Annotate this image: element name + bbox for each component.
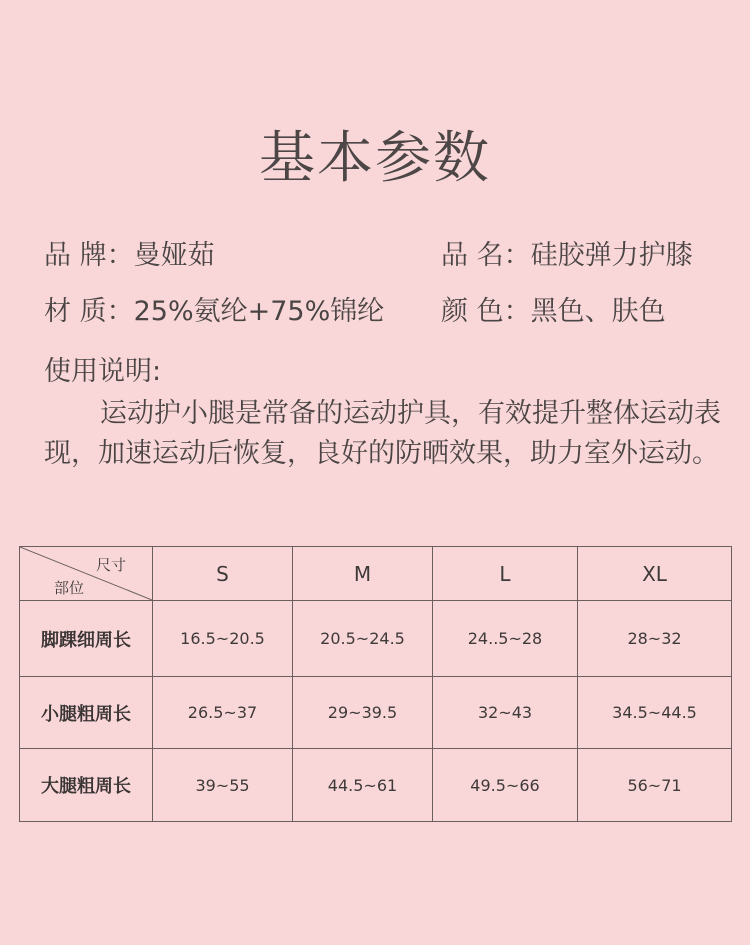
row-label: 脚踝细周长 [20, 601, 153, 677]
table-cell: 20.5~24.5 [293, 601, 433, 677]
row-label: 大腿粗周长 [20, 749, 153, 822]
size-header-row [20, 547, 732, 601]
table-cell: 28~32 [578, 601, 732, 677]
table-row [20, 749, 732, 822]
param-color [441, 294, 666, 330]
table-cell: 56~71 [578, 749, 732, 822]
param-brand-value: 曼娅茹 [133, 240, 215, 271]
param-name [441, 238, 693, 274]
param-brand [44, 238, 215, 274]
diagonal-divider [20, 547, 152, 600]
param-color-key: 颜 色： [441, 296, 531, 327]
table-cell: 34.5~44.5 [578, 677, 732, 749]
table-cell: 32~43 [433, 677, 578, 749]
usage-text: 运动护小腿是常备的运动护具，有效提升整体运动表现，加速运动后恢复，良好的防晒效果，助力室外运动。 [44, 398, 721, 469]
row-label: 小腿粗周长 [20, 677, 153, 749]
table-row [20, 677, 732, 749]
table-corner-cell [20, 547, 153, 601]
table-cell: 49.5~66 [433, 749, 578, 822]
corner-part-label: 部位 [54, 579, 85, 597]
size-header-s: S [153, 547, 293, 601]
table-cell: 39~55 [153, 749, 293, 822]
param-material-value: 25%氨纶+75%锦纶 [133, 296, 385, 327]
param-name-value: 硅胶弹力护膝 [530, 240, 693, 271]
table-cell: 24..5~28 [433, 601, 578, 677]
size-header-l: L [433, 547, 578, 601]
table-row [20, 601, 732, 677]
size-header-xl: XL [578, 547, 732, 601]
param-brand-key: 品 牌： [44, 240, 134, 271]
size-header-m: M [293, 547, 433, 601]
table-cell: 16.5~20.5 [153, 601, 293, 677]
param-material-key: 材 质： [44, 296, 134, 327]
table-cell: 29~39.5 [293, 677, 433, 749]
param-material [44, 294, 384, 330]
param-color-value: 黑色、肤色 [530, 296, 666, 327]
table-cell: 26.5~37 [153, 677, 293, 749]
corner-size-label: 尺寸 [95, 556, 126, 574]
param-name-key: 品 名： [441, 240, 531, 271]
page-title: 基本参数 [259, 126, 491, 191]
table-cell: 44.5~61 [293, 749, 433, 822]
usage-label: 使用说明: [44, 356, 162, 387]
size-table [19, 546, 732, 822]
